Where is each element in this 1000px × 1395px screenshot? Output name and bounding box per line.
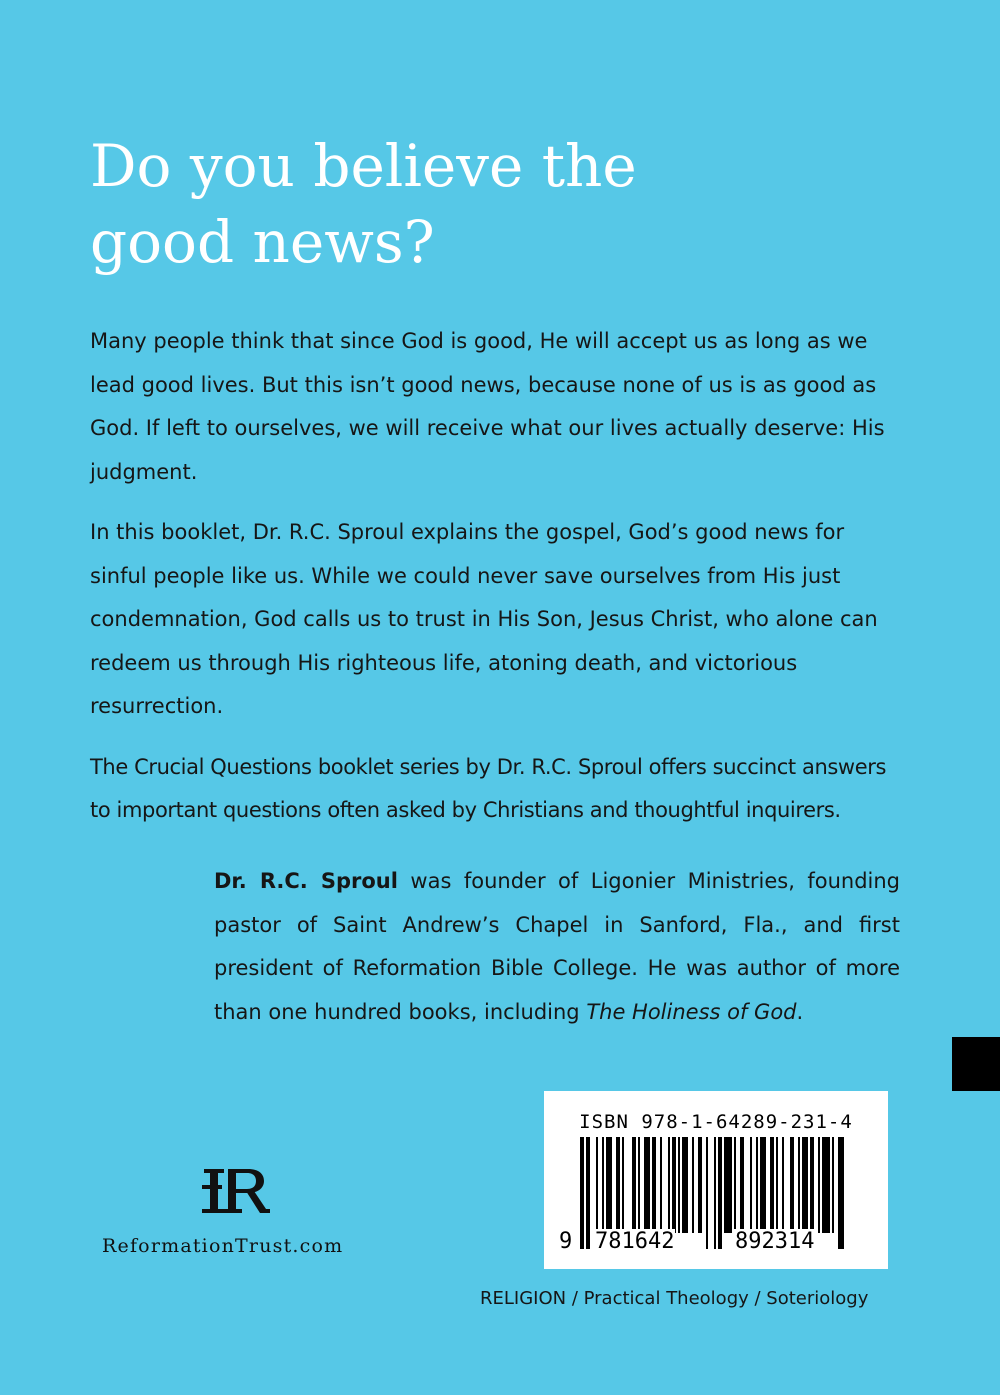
barcode-bar bbox=[678, 1137, 680, 1233]
barcode-bar bbox=[672, 1137, 676, 1233]
barcode-bar bbox=[632, 1137, 636, 1233]
barcode-bar bbox=[596, 1137, 598, 1233]
barcode-bar bbox=[724, 1137, 732, 1233]
barcode-bar bbox=[810, 1137, 814, 1233]
barcode-right-group: 892314 bbox=[735, 1229, 815, 1254]
barcode-first-digit: 9 bbox=[559, 1229, 573, 1254]
barcode-bar bbox=[602, 1137, 604, 1233]
barcode-bar bbox=[756, 1137, 758, 1233]
barcode-bar bbox=[782, 1137, 784, 1233]
book-title: The Holiness of God bbox=[586, 999, 797, 1024]
barcode-bar bbox=[734, 1137, 736, 1233]
barcode-bar bbox=[698, 1137, 702, 1233]
barcode-bar bbox=[822, 1137, 830, 1233]
barcode-bar bbox=[660, 1137, 662, 1233]
reformation-trust-logo-icon bbox=[200, 1165, 272, 1221]
author-name: Dr. R.C. Sproul bbox=[214, 869, 398, 893]
barcode-bar bbox=[644, 1137, 650, 1233]
barcode-bar bbox=[818, 1137, 820, 1233]
barcode-bar bbox=[790, 1137, 794, 1233]
barcode-bar bbox=[798, 1137, 800, 1233]
barcode-bar bbox=[616, 1137, 620, 1233]
barcode-bar bbox=[740, 1137, 744, 1233]
barcode-bar bbox=[692, 1137, 694, 1233]
barcode-digits bbox=[544, 1229, 888, 1259]
category-label: RELIGION / Practical Theology / Soteriology bbox=[480, 1288, 869, 1309]
paragraph-1: Many people think that since God is good, He will accept us as long as we lead good lives. But this isn’t good news, because none of us is as good as God. If left to ourselves, we will receive what our lives actually deserve: His judgment. bbox=[90, 329, 885, 484]
isbn-label: ISBN 978-1-64289-231-4 bbox=[579, 1111, 853, 1133]
barcode-bar bbox=[652, 1137, 656, 1233]
barcode-bar bbox=[760, 1137, 766, 1233]
barcode-bar bbox=[606, 1137, 612, 1233]
barcode-bar bbox=[622, 1137, 624, 1233]
barcode-bar bbox=[770, 1137, 774, 1233]
headline-line-2: good news? bbox=[90, 208, 435, 276]
publisher-website: ReformationTrust.com bbox=[102, 1235, 344, 1257]
author-bio-end: . bbox=[796, 999, 804, 1024]
paragraph-3: The Crucial Questions booklet series by Dr. R.C. Sproul offers succinct answers to important questions often asked by Christians and thoughtful inquirers. bbox=[90, 754, 886, 822]
author-bio-text: was founder of Ligonier Ministries, founding pastor of Saint Andrew’s Chapel in Sanford, Fla., and first president of Reformation Bible College. He was author of more than one hundred books, including bbox=[214, 869, 900, 1024]
headline bbox=[90, 128, 790, 280]
paragraph-2: In this booklet, Dr. R.C. Sproul explains the gospel, God’s good news for sinful people like us. While we could never save ourselves from His just condemnation, God calls us to trust in His Son, Jesus Christ, who alone can redeem us through His righteous life, atoning death, and victorious resurrection. bbox=[90, 520, 878, 718]
barcode-bar bbox=[832, 1137, 834, 1233]
isbn-barcode bbox=[544, 1091, 888, 1269]
barcode-bar bbox=[682, 1137, 688, 1233]
author-bio bbox=[214, 860, 900, 1034]
barcode-left-group: 781642 bbox=[595, 1229, 675, 1254]
barcode-bar bbox=[668, 1137, 670, 1233]
barcode-bar bbox=[638, 1137, 640, 1233]
barcode-bar bbox=[776, 1137, 778, 1233]
barcode-bar bbox=[750, 1137, 752, 1233]
description bbox=[90, 320, 890, 850]
barcode-bar bbox=[802, 1137, 808, 1233]
headline-line-1: Do you believe the bbox=[90, 132, 637, 200]
black-tab-mark bbox=[952, 1037, 1000, 1091]
